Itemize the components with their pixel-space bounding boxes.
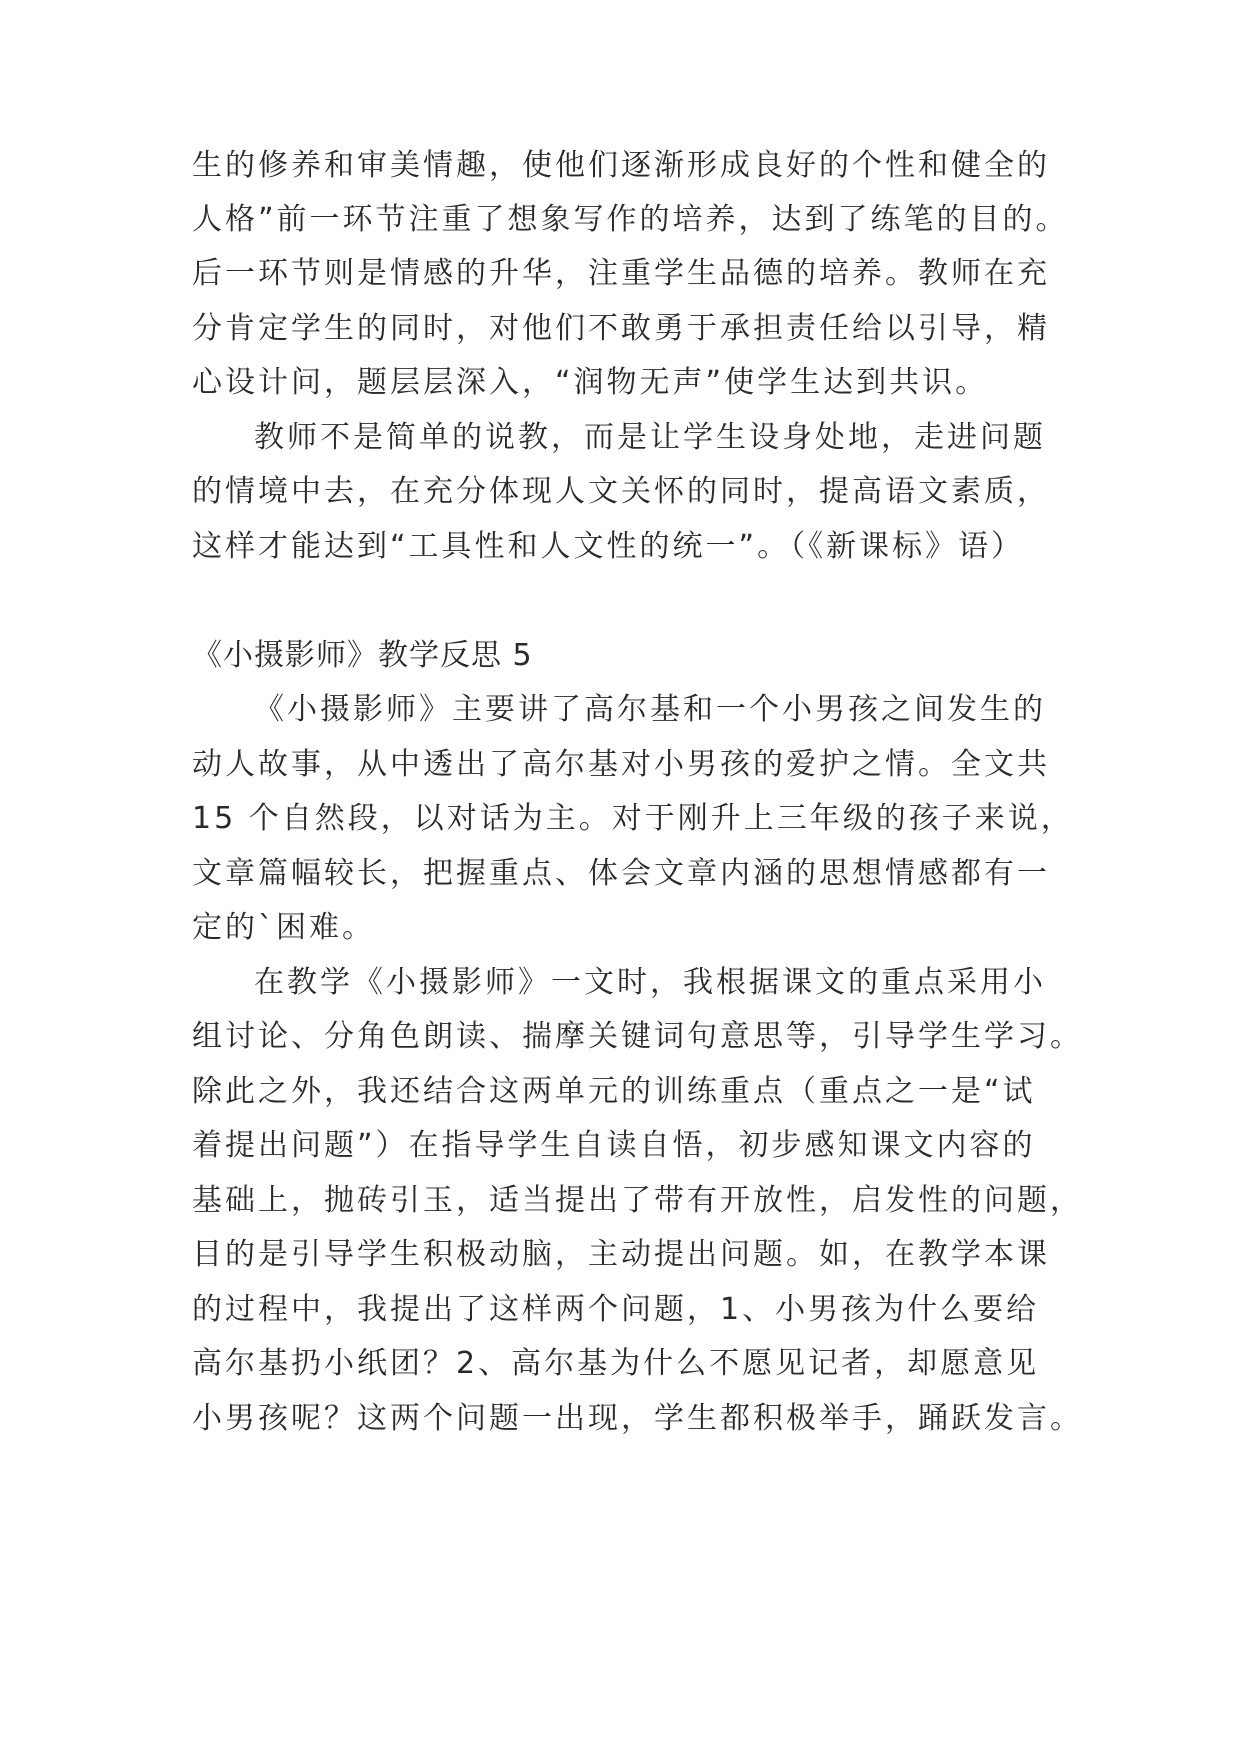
- text-line: 的过程中，我提出了这样两个问题，1、小男孩为什么要给: [192, 1292, 1040, 1327]
- text-line: 文章篇幅较长，把握重点、体会文章内涵的思想情感都有一: [192, 856, 1050, 891]
- text-line: 小男孩呢？这两个问题一出现，学生都积极举手，踊跃发言。: [192, 1401, 1083, 1436]
- text-line: 生的修养和审美情趣，使他们逐渐形成良好的个性和健全的: [192, 148, 1050, 183]
- text-line: 基础上，抛砖引玉，适当提出了带有开放性，启发性的问题，: [192, 1183, 1083, 1218]
- text-line: 人格”前一环节注重了想象写作的培养，达到了练笔的目的。: [192, 202, 1069, 237]
- text-line: 分肯定学生的同时，对他们不敢勇于承担责任给以引导，精: [192, 311, 1050, 346]
- text-line: 组讨论、分角色朗读、揣摩关键词句意思等，引导学生学习。: [192, 1019, 1083, 1054]
- text-line: 这样才能达到“工具性和人文性的统一”。（《新课标》语）: [192, 529, 1025, 564]
- text-line: 高尔基扔小纸团？2、高尔基为什么不愿见记者，却愿意见: [192, 1346, 1040, 1381]
- text-line: 后一环节则是情感的升华，注重学生品德的培养。教师在充: [192, 256, 1050, 291]
- text-line: 教师不是简单的说教，而是让学生设身处地，走进问题: [254, 420, 1046, 455]
- text-line: 定的`困难。: [192, 910, 375, 945]
- section-heading: 《小摄影师》教学反思 5: [192, 638, 533, 673]
- text-line: 动人故事，从中透出了高尔基对小男孩的爱护之情。全文共: [192, 747, 1050, 782]
- text-line: 除此之外，我还结合这两单元的训练重点（重点之一是“试: [192, 1074, 1036, 1109]
- text-line: 着提出问题”）在指导学生自读自悟，初步感知课文内容的: [192, 1128, 1036, 1163]
- text-line: 心设计问，题层层深入，“润物无声”使学生达到共识。: [192, 365, 989, 400]
- text-line: 《小摄影师》主要讲了高尔基和一个小男孩之间发生的: [254, 692, 1046, 727]
- text-line: 15 个自然段，以对话为主。对于刚升上三年级的孩子来说，: [192, 801, 1074, 836]
- text-line: 在教学《小摄影师》一文时，我根据课文的重点采用小: [254, 965, 1046, 1000]
- text-line: 的情境中去，在充分体现人文关怀的同时，提高语文素质，: [192, 474, 1050, 509]
- text-line: 目的是引导学生积极动脑，主动提出问题。如，在教学本课: [192, 1237, 1050, 1272]
